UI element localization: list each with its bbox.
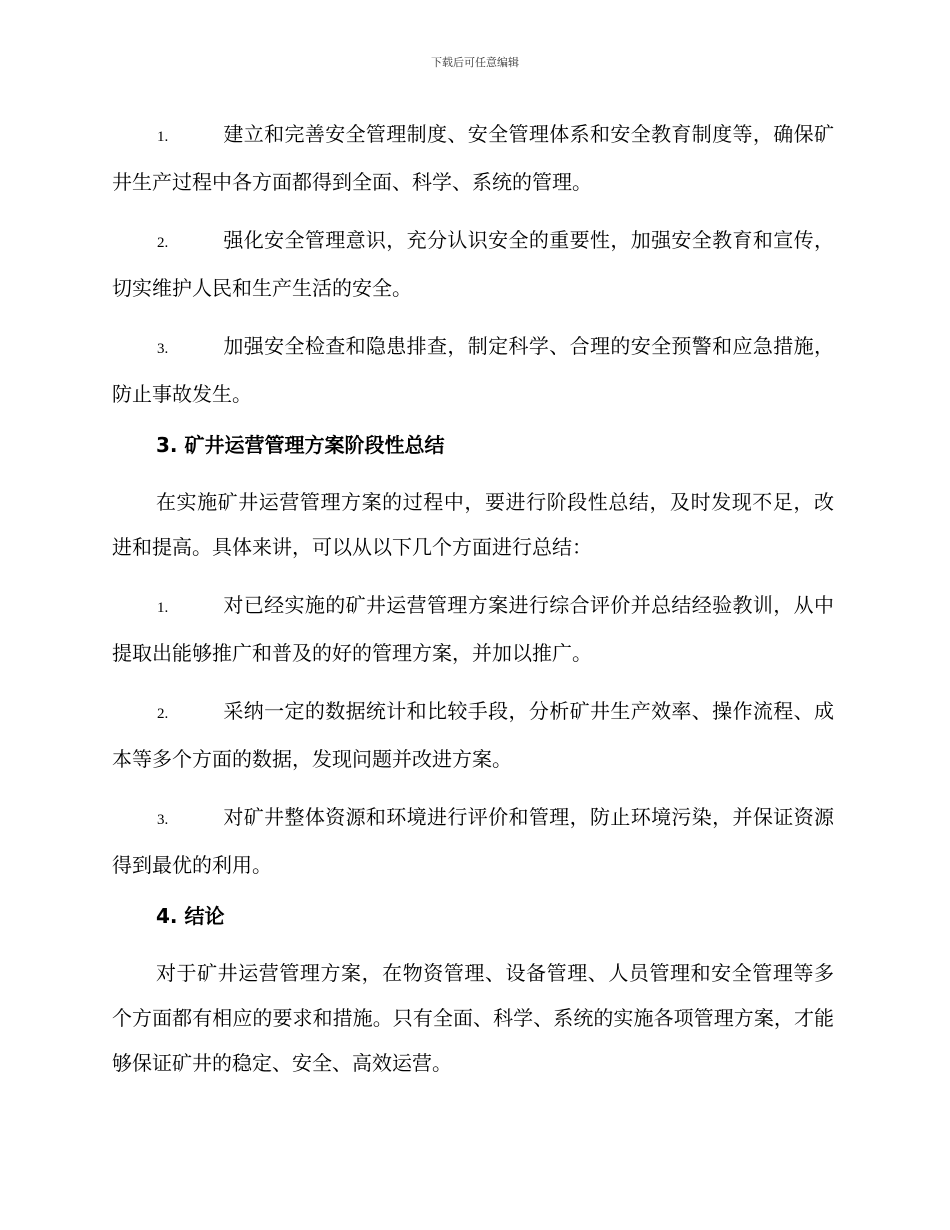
- list-item: [112, 583, 834, 676]
- list-item-number: 3.: [157, 341, 169, 357]
- list-item-number: 1.: [157, 600, 169, 616]
- list-item-text: 采纳一定的数据统计和比较手段，分析矿井生产效率、操作流程、成本等多个方面的数据，发现问题并改进方案。: [112, 699, 834, 771]
- list-item: [112, 689, 834, 782]
- document-body: [112, 112, 834, 1099]
- conclusion-paragraph: 对于矿井运营管理方案，在物资管理、设备管理、人员管理和安全管理等多个方面都有相应的要求和措施。只有全面、科学、系统的实施各项管理方案，才能够保证矿井的稳定、安全、高效运营。: [112, 961, 834, 1075]
- list-item-text: 对矿井整体资源和环境进行评价和管理，防止环境污染，并保证资源得到最优的利用。: [112, 805, 834, 877]
- section-intro-paragraph: 在实施矿井运营管理方案的过程中，要进行阶段性总结，及时发现不足，改进和提高。具体来讲，可以从以下几个方面进行总结：: [112, 490, 834, 559]
- page-header: 下载后可任意编辑: [431, 56, 519, 69]
- list-item-number: 2.: [157, 235, 169, 251]
- list-item-text: 建立和完善安全管理制度、安全管理体系和安全教育制度等，确保矿井生产过程中各方面都得到全面、科学、系统的管理。: [112, 122, 834, 194]
- list-item-text: 强化安全管理意识，充分认识安全的重要性，加强安全教育和宣传，切实维护人民和生产生活的安全。: [112, 228, 834, 300]
- section-heading: 4. 结论: [156, 904, 225, 928]
- list-item-text: 对已经实施的矿井运营管理方案进行综合评价并总结经验教训，从中提取出能够推广和普及的好的管理方案，并加以推广。: [112, 593, 834, 665]
- list-item-number: 2.: [157, 706, 169, 722]
- list-item: [112, 324, 834, 417]
- list-item-number: 3.: [157, 812, 169, 828]
- section-heading: 3. 矿井运营管理方案阶段性总结: [156, 433, 445, 457]
- list-item: [112, 218, 834, 311]
- list-item: [112, 112, 834, 205]
- list-item-text: 加强安全检查和隐患排查，制定科学、合理的安全预警和应急措施，防止事故发生。: [112, 334, 834, 406]
- list-item-number: 1.: [157, 129, 169, 145]
- list-item: [112, 795, 834, 888]
